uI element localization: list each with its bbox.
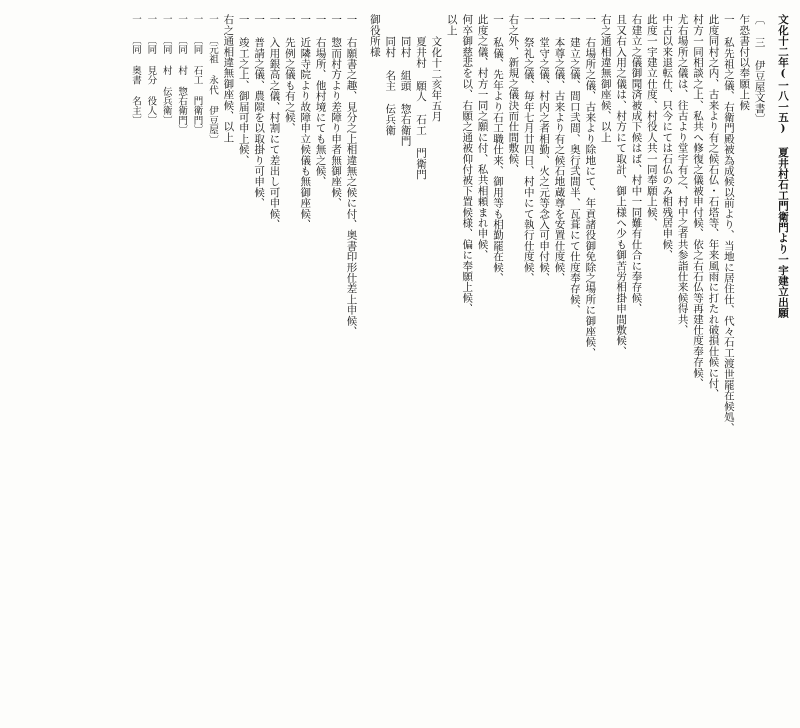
text-line: 右建立之儀御聞済被成下候はば、村中一同難有仕合に奉存候、 [630, 14, 643, 314]
text-line: 同村 名主 伝兵衛 [384, 36, 397, 136]
text-line: 此度之儀、村方一同之願に付、私共相頼まれ申候、 [476, 14, 489, 261]
text-line: 以上 [445, 14, 458, 36]
text-line: 村方一同相談之上、私共へ修復之儀被申付候、依之右石仏等再建仕度奉存候、 [692, 14, 705, 389]
text-line: 一 〔元祖 永代 伊豆屋〕 [206, 14, 218, 145]
text-line: 一 〔同 奥書 名主〕 [129, 14, 141, 126]
text-line: 一 右場所之儀、古来より除地にて、年貢諸役御免除之場所に御座候、 [584, 14, 597, 358]
text-line: 一 本尊之儀、古来より有之候石地蔵尊を安置仕度候、 [553, 14, 566, 283]
text-line: 中古以来退転仕、只今にては石仏のみ相残居申候、 [661, 14, 674, 261]
text-line: 一 右願書之趣、見分之上相違無之候に付、奥書印形仕差上申候、 [345, 14, 358, 337]
text-line: 何卒御慈悲を以、右願之通被仰付被下置候様、偏に奉願上候、 [461, 14, 474, 314]
text-line: 一 先例之儀も有之候、 [283, 14, 296, 134]
text-line: 尤右場所之儀は、往古より堂宇有之、村中之者共参詣仕来候得共、 [676, 14, 689, 335]
text-line: 右之通相違無御座候、以上 [599, 14, 612, 143]
text-line: 一 〔同 石工 門衛門〕 [191, 14, 203, 135]
text-line: 右之通相違無御座候、以上 [222, 14, 235, 143]
text-line: 一 竣工之上、御届可申上候、 [237, 14, 250, 166]
text-line: 夏井村 願人 石工 門衛門 [415, 36, 428, 180]
text-line: 一 私先祖之儀、右衛門殿被為成候以前より、当地に居住仕、代々石工渡世罷在候処、 [722, 14, 735, 433]
text-line: 一 惣而村方より差障り申者無御座候、 [330, 14, 343, 209]
text-line: 一 建立之儀、間口弐間、奥行弐間半、瓦葺にて仕度奉存候、 [568, 14, 581, 316]
text-line: 一 〔同 見分 役人〕 [145, 14, 157, 126]
text-line: 右之外、新規之儀決而仕間敷候、 [507, 14, 520, 175]
vertical-text-columns [10, 14, 790, 714]
text-line: 御役所様 [368, 14, 381, 57]
text-line: 同村 組頭 惣右衛門 [399, 36, 412, 146]
text-line: 一 祭礼之儀、毎年七月廿四日、村中にて執行仕度候、 [522, 14, 535, 283]
text-line: 〔 三 伊豆屋文書〕 [753, 14, 766, 124]
text-line: 此度同村之内、古来より有之候石仏・石塔等、年来風雨に打たれ破損仕候に付、 [707, 14, 720, 400]
text-line: 且又右入用之儀は、村方にて取計、御上様へ少も御苦労相掛申間敷候、 [615, 14, 628, 357]
text-line: 一 私儀、先年より石工職仕来、御用等も相勤罷在候、 [491, 14, 504, 283]
text-line: 一 近隣寺院より故障申立候儀も無御座候、 [299, 14, 312, 230]
document-heading: 文化十二年(一八一五) 夏井村石工門衛門より一宇建立出願 [777, 14, 789, 319]
text-line: 一 〔同 村 伝兵衛〕 [160, 14, 172, 126]
text-line: 此度一宇建立仕度、村役人共一同奉願上候、 [645, 14, 658, 228]
text-line: 一 普請之儀、農隙を以取掛り可申候、 [253, 14, 266, 209]
text-line: 一 〔同 村 惣右衛門〕 [176, 14, 188, 135]
text-line: 一 入用銀高之儀、村割にて差出し可申候、 [268, 14, 281, 230]
text-line: 文化十二亥年五月 [430, 36, 443, 122]
text-line: 乍恐書付以奉願上候 [738, 14, 751, 111]
text-line: 一 堂守之儀、村内之者相勤、火之元等念入可申付候、 [538, 14, 551, 283]
text-line: 一 右場所、他村境にても無之候、 [314, 14, 327, 187]
